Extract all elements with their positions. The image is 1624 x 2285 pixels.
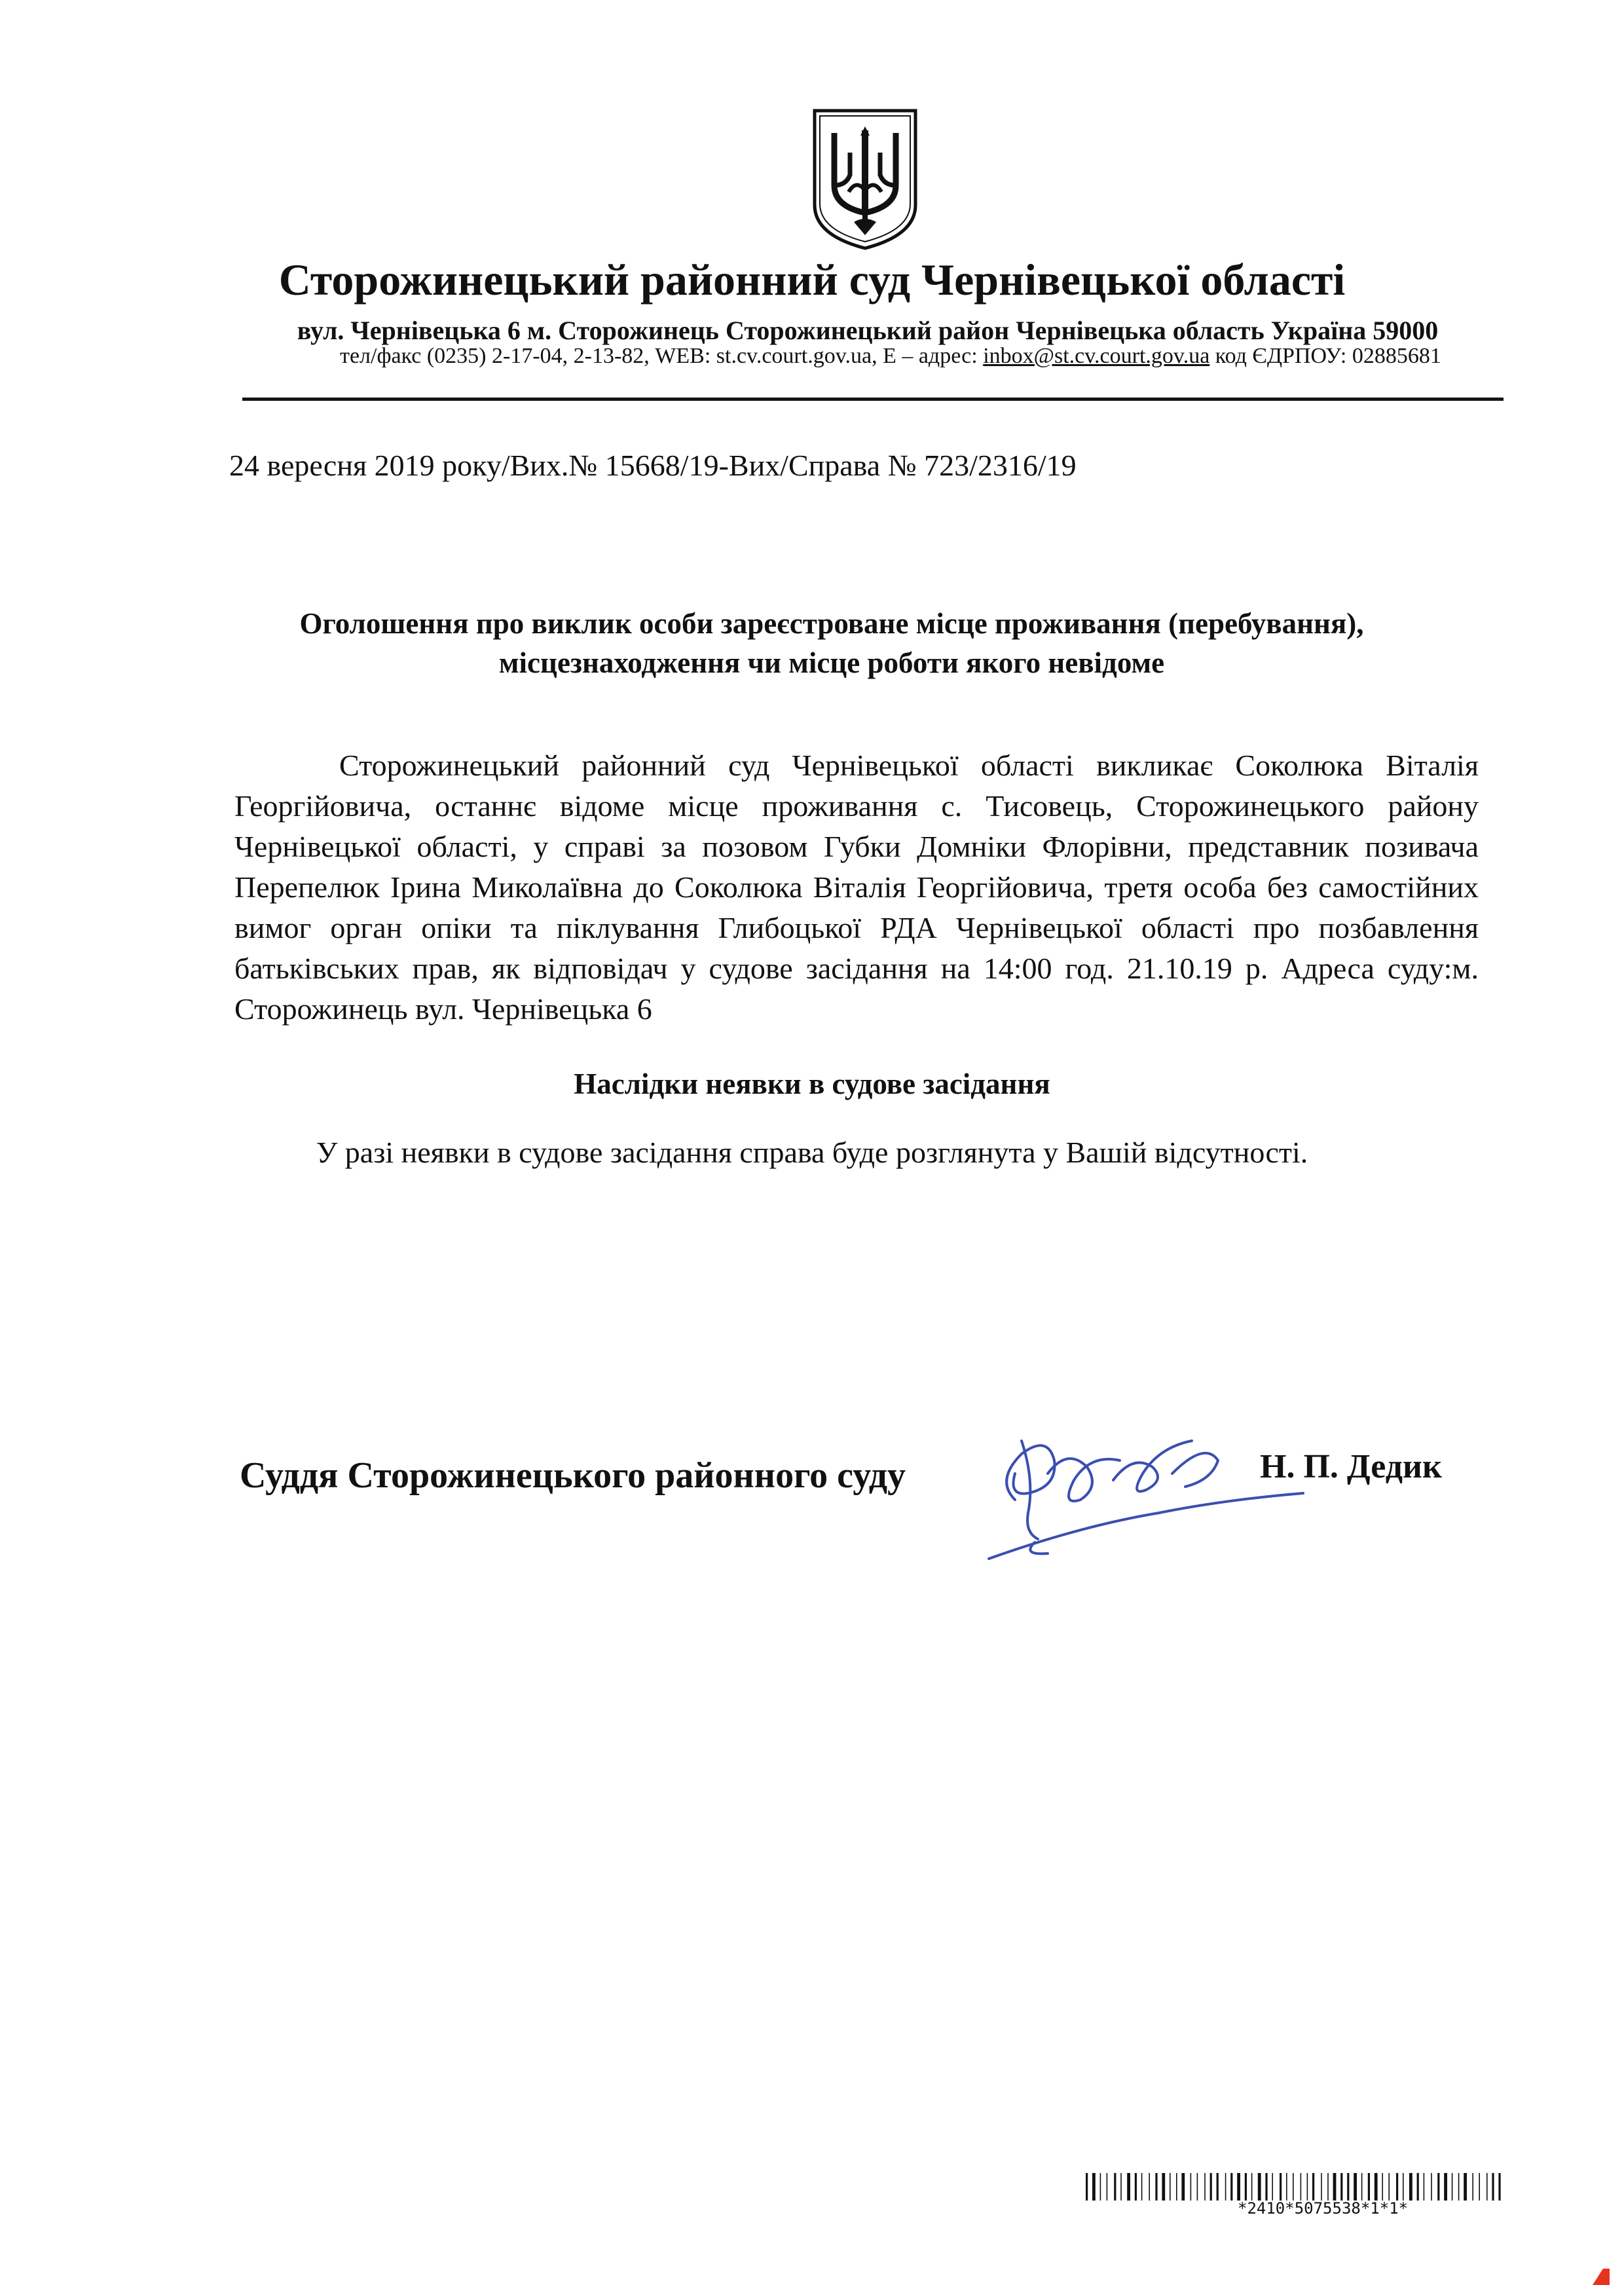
contacts-phone-web: тел/факс (0235) 2-17-04, 2-13-82, WEB: st.cv.court.gov.ua, E – адрес: xyxy=(340,344,984,368)
judge-title: Суддя Сторожинецького районного суду xyxy=(240,1455,906,1496)
barcode-bar xyxy=(1472,2173,1473,2201)
reference-line: 24 вересня 2019 року/Вих.№ 15668/19-Вих/Справа № 723/2316/19 xyxy=(229,449,1077,482)
barcode-bar xyxy=(1437,2173,1439,2201)
barcode-bar xyxy=(1217,2173,1219,2201)
barcode-bar xyxy=(1368,2173,1370,2201)
barcode-bar xyxy=(1382,2173,1383,2201)
barcode-bar xyxy=(1293,2173,1294,2201)
barcode-bar xyxy=(1210,2173,1212,2201)
contacts-edrpou: код ЄДРПОУ: 02885681 xyxy=(1209,344,1441,368)
barcode-bar xyxy=(1333,2173,1337,2201)
court-address: вул. Чернівецька 6 м. Сторожинець Сторожинецький район Чернівецька область Україна 59000 xyxy=(297,316,1439,345)
barcode-bar xyxy=(1230,2173,1232,2201)
judge-name: Н. П. Дедик xyxy=(1260,1448,1442,1485)
barcode-bar xyxy=(1258,2173,1261,2201)
barcode-bar xyxy=(1312,2173,1314,2201)
barcode-bar xyxy=(1498,2173,1500,2201)
barcode-bar xyxy=(1340,2173,1342,2201)
consequences-heading: Наслідки неявки в судове засідання xyxy=(574,1068,1050,1100)
barcode-bar xyxy=(1120,2173,1122,2201)
barcode-bar xyxy=(1347,2173,1349,2201)
barcode-bar xyxy=(1327,2173,1329,2201)
barcode-bar xyxy=(1245,2173,1247,2201)
barcode-bar xyxy=(1388,2173,1390,2201)
barcode-bar xyxy=(1409,2173,1412,2201)
barcode-bar xyxy=(1452,2173,1453,2201)
barcode-bar xyxy=(1486,2173,1488,2201)
barcode-bar xyxy=(1375,2173,1378,2201)
notice-title-line-1: Оголошення про виклик особи зареєстроване місце проживання (перебування), xyxy=(299,607,1364,640)
barcode-bar xyxy=(1444,2173,1447,2201)
barcode-bar xyxy=(1162,2173,1165,2201)
barcode-bar xyxy=(1272,2173,1273,2201)
barcode xyxy=(1086,2173,1505,2201)
notice-title xyxy=(196,604,1467,682)
barcode-bar xyxy=(1403,2173,1404,2201)
barcode-bar xyxy=(1127,2173,1130,2201)
barcode-bar xyxy=(1176,2173,1177,2201)
barcode-bar xyxy=(1181,2173,1185,2201)
barcode-bar xyxy=(1301,2173,1302,2201)
barcode-bar xyxy=(1092,2173,1096,2201)
barcode-bar xyxy=(1396,2173,1398,2201)
header-divider xyxy=(242,398,1504,401)
barcode-bar xyxy=(1141,2173,1143,2201)
barcode-bar xyxy=(1197,2173,1198,2201)
barcode-bar xyxy=(1280,2173,1282,2201)
barcode-bar xyxy=(1155,2173,1157,2201)
barcode-bar xyxy=(1479,2173,1480,2201)
barcode-bar xyxy=(1492,2173,1494,2201)
barcode-bar xyxy=(1170,2173,1171,2201)
court-contacts xyxy=(249,340,1532,373)
barcode-bar xyxy=(1114,2173,1116,2201)
barcode-bar xyxy=(1107,2173,1108,2201)
barcode-bar xyxy=(1361,2173,1363,2201)
barcode-bar xyxy=(1225,2173,1227,2201)
notice-title-line-2: місцезнаходження чи місце роботи якого невідоме xyxy=(498,646,1165,679)
barcode-bar xyxy=(1417,2173,1419,2201)
barcode-bar xyxy=(1237,2173,1240,2201)
barcode-bar xyxy=(1354,2173,1357,2201)
court-name: Сторожинецький районний суд Чернівецької області xyxy=(278,255,1346,305)
barcode-bar xyxy=(1431,2173,1432,2201)
barcode-bar xyxy=(1086,2173,1088,2201)
barcode-bar xyxy=(1286,2173,1287,2201)
barcode-bar xyxy=(1464,2173,1467,2201)
barcode-bar xyxy=(1321,2173,1322,2201)
contacts-email: inbox@st.cv.court.gov.ua xyxy=(983,344,1210,368)
barcode-bar xyxy=(1458,2173,1460,2201)
consequences-text: У разі неявки в судове засідання справа буде розглянута у Вашій відсутності. xyxy=(316,1136,1308,1169)
barcode-bar xyxy=(1135,2173,1137,2201)
notice-body: Сторожинецький районний суд Чернівецької області викликає Соколюка Віталія Георгійовича, останнє відоме місце проживання с. Тисовець, Сторожинецького району Чернівецької області, у справі за позовом Губки Домніки Флорівни, представник позивача Перепелюк Ірина Миколаївна до Соколюка Віталія Георгійовича, третя особа без самостійних вимог орган опіки та піклування Глибоцької РДА Чернівецької області про позбавлення батьківських прав, як відповідач у судове засідання на 14:00 год. 21.10.19 р. Адреса суду:м. Сторожинець вул. Чернівецька 6 xyxy=(234,749,1479,1026)
barcode-bar xyxy=(1251,2173,1253,2201)
barcode-bar xyxy=(1190,2173,1192,2201)
barcode-number: *2410*5075538*1*1* xyxy=(1238,2199,1409,2218)
red-corner-mark xyxy=(1590,2265,1610,2285)
barcode-bar xyxy=(1424,2173,1425,2201)
barcode-bar xyxy=(1307,2173,1308,2201)
barcode-bar xyxy=(1100,2173,1101,2201)
barcode-bar xyxy=(1204,2173,1206,2201)
handwritten-signature xyxy=(976,1402,1316,1578)
barcode-bar xyxy=(1149,2173,1150,2201)
trident-coat-of-arms-icon xyxy=(811,107,919,252)
barcode-bar xyxy=(1265,2173,1267,2201)
